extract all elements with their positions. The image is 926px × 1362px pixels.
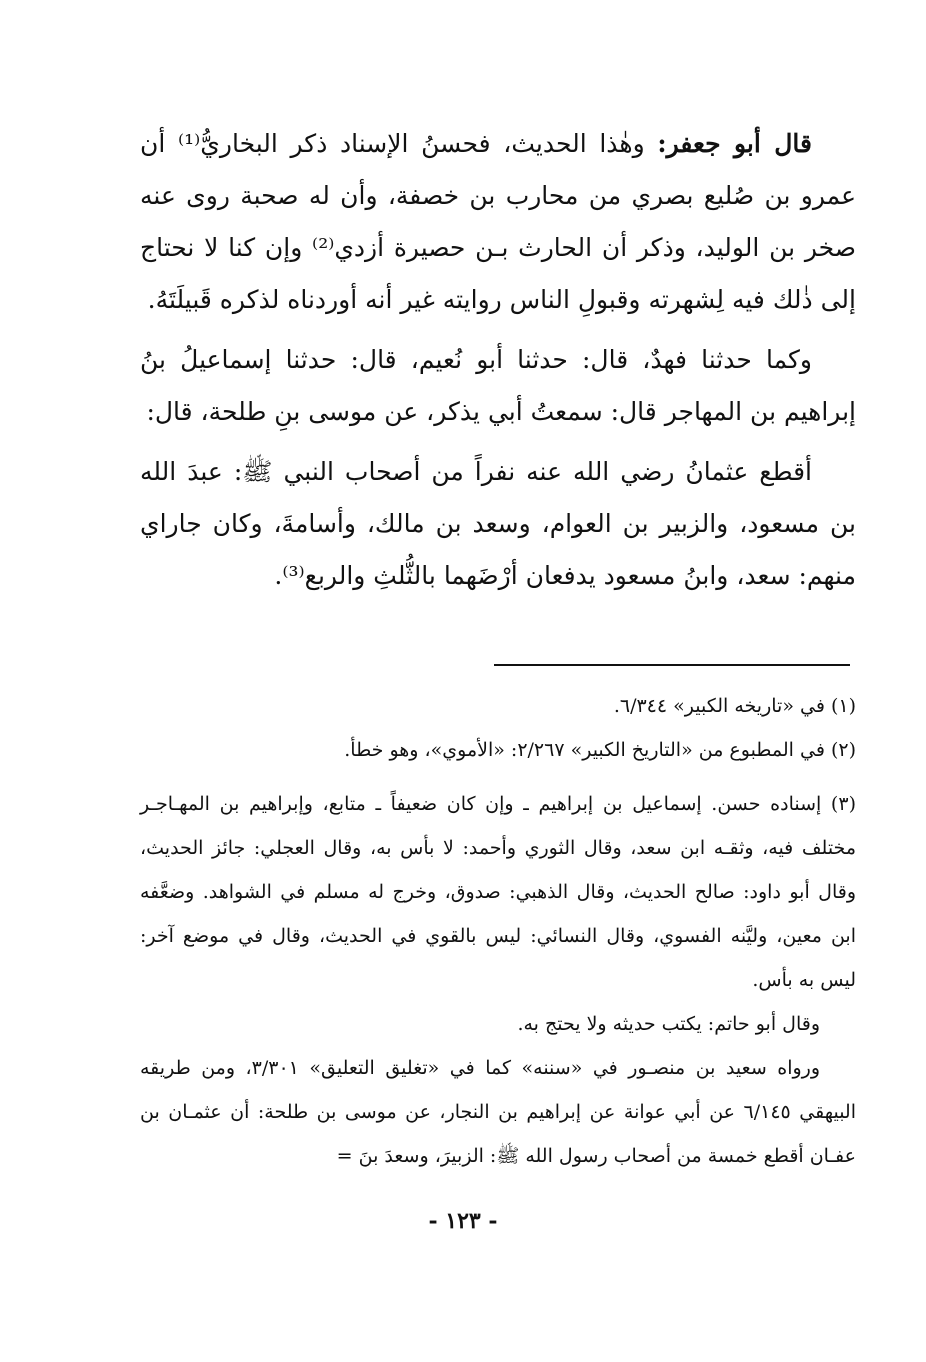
footnote-3: (٣) إسناده حسن. إسماعيل بن إبراهيم ـ وإن كان ضعيفاً ـ متابع، وإبراهيم بن المهـاجـر مختلف فيه، وثقـه ابن سعد، وقال الثوري وأحمد: لا بأس به، وقال العجلي: جائز الحديث، وقال أبو داود: صالح الحديث، وقال الذهبي: صدوق، وخرج له مسلم في الشواهد. وضعَّفه ابن معين، وليَّنه الفسوي، وقال النسائي: ليس بالقوي في الحديث، وقال في موضع آخر: ليس به بأس. (140, 793, 856, 991)
footnote-gap (140, 772, 856, 782)
footnotes (140, 684, 856, 1178)
footnote-3-continuation-1: وقال أبو حاتم: يكتب حديثه ولا يحتج به. (517, 1013, 820, 1035)
page-number: - ١٢٣ - (428, 1208, 498, 1234)
footnote-2: (٢) في المطبوع من «التاريخ الكبير» ٢/٢٦٧: «الأموي»، وهو خطأ. (344, 739, 856, 761)
footnote-1: (١) في «تاريخه الكبير» ٦/٣٤٤. (613, 695, 856, 717)
paragraph-2: وكما حدثنا فهدٌ، قال: حدثنا أبو نُعيم، قال: حدثنا إسماعيلُ بنُ إبراهيم بن المهاجر قال: سمعتُ أبي يذكر، عن موسى بنِ طلحة، قال: (140, 345, 856, 426)
footnote-separator (494, 664, 850, 666)
footnote-3-continuation-2: ورواه سعيد بن منصـور في «سننه» كما في «تغليق التعليق» ٣/٣٠١، ومن طريقه البيهقي ٦/١٤٥ عن أبي عوانة عن إبراهيم بن النجار، عن موسى بن طلحة: أن عثمـان بن عفـان أقطع خمسة من أصحاب رسول الله ﷺ: الزبيرَ، وسعدَ بنَ = (140, 1057, 856, 1167)
paragraph-1-text: وهٰذا الحديث، فحسنُ الإسناد ذكر البخاريُّ⁽¹⁾ أن عمرو بن صُليع بصري من محارب بن خصفة، وأن له صحبة روى عنه صخر بن الوليد، وذكر أن الحارث بـن حصيرة أزدي⁽²⁾ وإن كنا لا نحتاج إلى ذٰلك فيه لِشهرته وقبولِ الناس روايته غير أنه أوردناه لذكره قَبيلَتَهُ. (140, 129, 856, 314)
main-text (140, 118, 856, 610)
paragraph-1-lead: قال أبو جعفر: (657, 129, 812, 158)
paragraph-1 (140, 118, 856, 326)
paragraph-3: أقطع عثمانُ رضي الله عنه نفراً من أصحاب النبي ﷺ: عبدَ الله بن مسعود، والزبير بن العوام، وسعد بن مالك، وأسامةَ، وكان جاراي منهم: سعد، وابنُ مسعود يدفعان أرْضَهما بالثُّلثِ والربع⁽³⁾. (140, 457, 856, 590)
